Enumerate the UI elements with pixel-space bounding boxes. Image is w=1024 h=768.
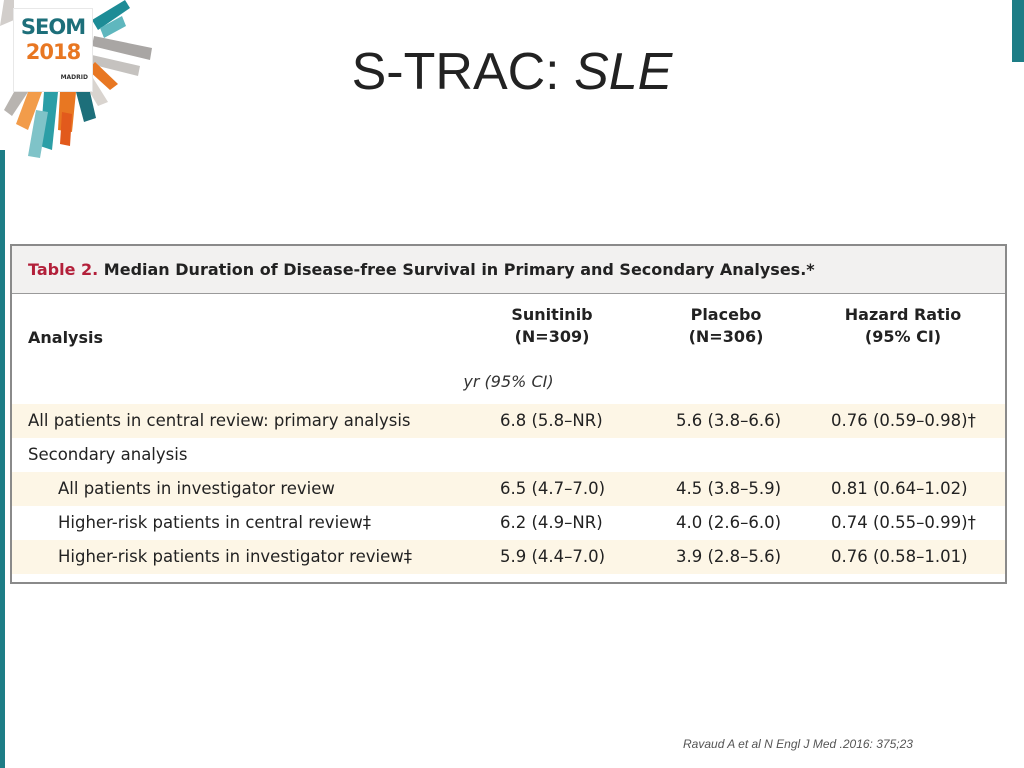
table-row [12,472,1005,506]
col-header-placebo-name: Placebo [690,305,762,324]
logo-text-seom: SEOM [20,15,86,39]
citation: Ravaud A et al N Engl J Med .2016: 375;23 [683,737,913,751]
cell-hazard-ratio: 0.76 (0.58–1.01) [831,547,968,566]
cell-placebo: 4.0 (2.6–6.0) [676,513,782,532]
col-header-hr-name: Hazard Ratio [844,305,962,324]
cell-hazard-ratio: 0.74 (0.55–0.99)† [831,513,976,532]
table-caption-text: Median Duration of Disease-free Survival in Primary and Secondary Analyses.* [103,260,815,279]
left-accent-bar [0,150,5,768]
cell-analysis: All patients in investigator review [58,479,335,498]
col-header-hr-ci: (95% CI) [864,327,942,346]
col-header-sunitinib-name: Sunitinib [511,305,593,324]
logo-text-year: 2018 [25,40,81,64]
cell-placebo: 3.9 (2.8–5.6) [676,547,782,566]
col-header-analysis: Analysis [28,328,104,347]
logo-text-city: MADRID [60,74,88,81]
table-body [12,404,1005,574]
table-label: Table 2. [28,260,99,279]
cell-analysis: Higher-risk patients in investigator review‡ [58,547,412,566]
cell-hazard-ratio: 0.76 (0.59–0.98)† [831,411,976,430]
col-header-hazard-ratio [836,304,970,348]
cell-placebo: 5.6 (3.8–6.6) [676,411,782,430]
cell-sunitinib: 6.5 (4.7–7.0) [500,479,606,498]
col-header-sunitinib [490,304,614,348]
col-header-sunitinib-n: (N=309) [514,327,590,346]
col-header-placebo-n: (N=306) [688,327,764,346]
cell-analysis: Secondary analysis [28,445,188,464]
slide-title-main: S-TRAC: [351,43,575,101]
table-column-headers [12,294,1005,354]
cell-sunitinib: 6.8 (5.8–NR) [500,411,603,430]
col-header-placebo [664,304,788,348]
slide-title-italic: SLE [574,43,673,101]
results-table [10,244,1007,584]
cell-analysis: All patients in central review: primary analysis [28,411,411,430]
table-row [12,438,1005,472]
table-row [12,540,1005,574]
cell-hazard-ratio: 0.81 (0.64–1.02) [831,479,968,498]
cell-sunitinib: 5.9 (4.4–7.0) [500,547,606,566]
table-caption [12,246,1005,294]
table-row [12,506,1005,540]
slide-title [0,42,1024,102]
cell-sunitinib: 6.2 (4.9–NR) [500,513,603,532]
table-units: yr (95% CI) [463,372,554,391]
table-row [12,404,1005,438]
cell-analysis: Higher-risk patients in central review‡ [58,513,372,532]
cell-placebo: 4.5 (3.8–5.9) [676,479,782,498]
